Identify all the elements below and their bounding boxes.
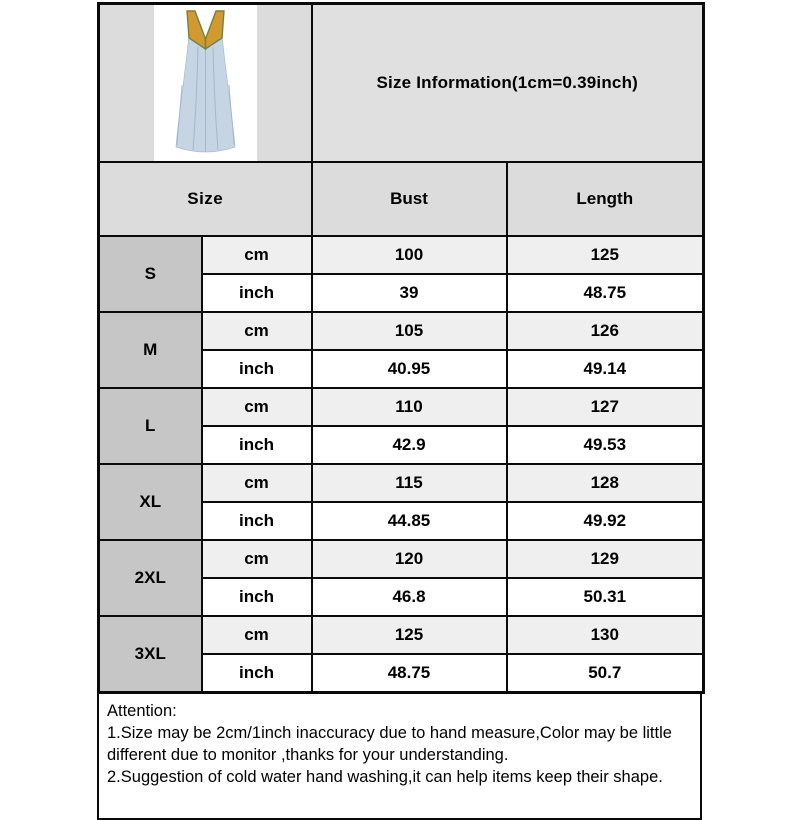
size-info-title: Size Information(1cm=0.39inch) — [312, 4, 704, 163]
cell-3xl-bust-inch: 48.75 — [312, 654, 507, 693]
unit-cm: cm — [202, 540, 312, 578]
cell-s-length-cm: 125 — [507, 236, 704, 274]
cell-l-length-inch: 49.53 — [507, 426, 704, 464]
cell-3xl-length-inch: 50.7 — [507, 654, 704, 693]
row-3xl-cm — [99, 616, 704, 654]
cell-s-bust-cm: 100 — [312, 236, 507, 274]
attention-title: Attention: — [107, 702, 177, 720]
size-label-xl: XL — [99, 464, 202, 540]
row-m-cm — [99, 312, 704, 350]
attention-line-1: 1.Size may be 2cm/1inch inaccuracy due to hand measure,Color may be little — [107, 724, 672, 742]
cell-2xl-bust-cm: 120 — [312, 540, 507, 578]
unit-inch: inch — [202, 502, 312, 540]
size-label-3xl: 3XL — [99, 616, 202, 693]
cell-3xl-bust-cm: 125 — [312, 616, 507, 654]
unit-cm: cm — [202, 464, 312, 502]
unit-cm: cm — [202, 616, 312, 654]
row-s-cm — [99, 236, 704, 274]
row-2xl-cm — [99, 540, 704, 578]
cell-l-length-cm: 127 — [507, 388, 704, 426]
cell-m-bust-inch: 40.95 — [312, 350, 507, 388]
unit-cm: cm — [202, 236, 312, 274]
cell-s-bust-inch: 39 — [312, 274, 507, 312]
size-label-l: L — [99, 388, 202, 464]
product-image-cell — [99, 4, 312, 163]
size-label-s: S — [99, 236, 202, 312]
col-header-size: Size — [99, 162, 312, 236]
col-header-bust: Bust — [312, 162, 507, 236]
cell-s-length-inch: 48.75 — [507, 274, 704, 312]
attention-line-3: 2.Suggestion of cold water hand washing,it can help items keep their shape. — [107, 768, 663, 786]
col-header-length: Length — [507, 162, 704, 236]
image-title-row — [99, 4, 704, 163]
cell-l-bust-inch: 42.9 — [312, 426, 507, 464]
row-xl-cm — [99, 464, 704, 502]
unit-inch: inch — [202, 274, 312, 312]
row-l-cm — [99, 388, 704, 426]
unit-inch: inch — [202, 578, 312, 616]
cell-xl-length-inch: 49.92 — [507, 502, 704, 540]
size-label-2xl: 2XL — [99, 540, 202, 616]
attention-note — [97, 694, 702, 820]
cell-m-length-inch: 49.14 — [507, 350, 704, 388]
unit-inch: inch — [202, 654, 312, 693]
cell-2xl-length-cm: 129 — [507, 540, 704, 578]
cell-xl-length-cm: 128 — [507, 464, 704, 502]
dress-image — [154, 5, 257, 161]
unit-cm: cm — [202, 312, 312, 350]
cell-2xl-length-inch: 50.31 — [507, 578, 704, 616]
attention-line-2: different due to monitor ,thanks for your understanding. — [107, 746, 509, 764]
cell-l-bust-cm: 110 — [312, 388, 507, 426]
cell-xl-bust-inch: 44.85 — [312, 502, 507, 540]
cell-3xl-length-cm: 130 — [507, 616, 704, 654]
size-label-m: M — [99, 312, 202, 388]
unit-inch: inch — [202, 350, 312, 388]
column-header-row — [99, 162, 704, 236]
unit-inch: inch — [202, 426, 312, 464]
product-photo — [154, 5, 257, 161]
unit-cm: cm — [202, 388, 312, 426]
cell-m-length-cm: 126 — [507, 312, 704, 350]
size-chart-sheet — [97, 2, 702, 820]
cell-2xl-bust-inch: 46.8 — [312, 578, 507, 616]
cell-m-bust-cm: 105 — [312, 312, 507, 350]
cell-xl-bust-cm: 115 — [312, 464, 507, 502]
size-table — [97, 2, 705, 694]
